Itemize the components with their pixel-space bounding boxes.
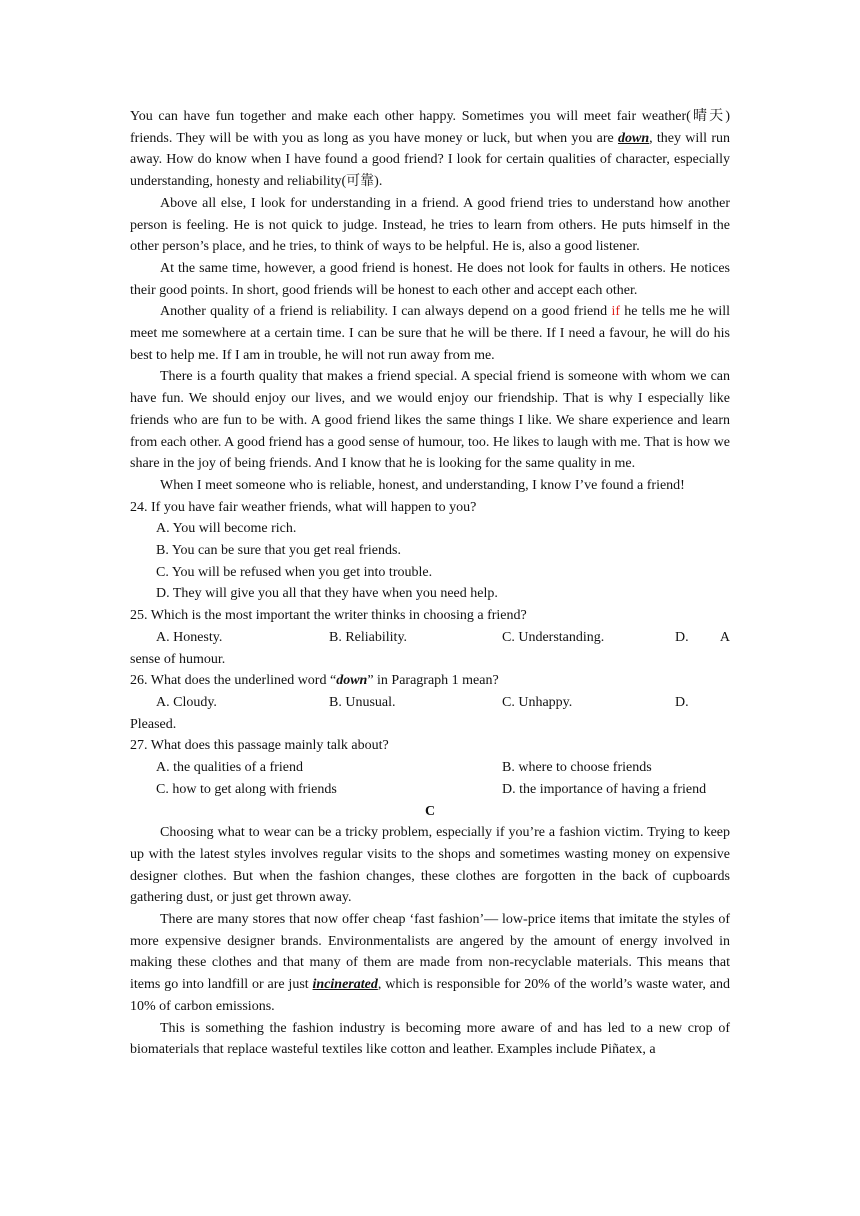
question-24-option-d: D. They will give you all that they have when you need help.: [156, 586, 498, 602]
question-27-option-d: D. the importance of having a friend: [502, 781, 707, 797]
passage-b-paragraph-3: At the same time, however, a good friend is honest. He does not look for faults in others. He notices their good points. In short, good friends will be honest to each other and accept each other.: [130, 260, 730, 298]
question-26-options: [130, 692, 730, 714]
question-25-options: [130, 627, 730, 649]
question-25-option-c: C. Understanding.: [502, 629, 605, 645]
question-27-option-c: C. how to get along with friends: [156, 781, 337, 797]
question-27-option-b: B. where to choose friends: [502, 760, 652, 776]
question-27-options-row-2: [130, 779, 730, 801]
passage-b-paragraph-4: Another quality of a friend is reliability. I can always depend on a good friend if he tells me he will meet me somewhere at a certain time. I can be sure that he will be there. If I need a favour, he will do his best to help me. If I am in trouble, he will not run away from me.: [130, 304, 730, 363]
passage-b-paragraph-6: When I meet someone who is reliable, honest, and understanding, I know I’ve found a friend!: [160, 477, 685, 493]
question-26-stem: 26. What does the underlined word “down” in Paragraph 1 mean?: [130, 673, 499, 689]
quoted-word-down: down: [336, 673, 368, 689]
section-c-paragraph-1: Choosing what to wear can be a tricky problem, especially if you’re a fashion victim. Trying to keep up with the latest styles involves regular visits to the shops and sometimes wasting money on expensive designer clothes. But when the fashion changes, these clothes are forgotten in the back of cupboards gathering dust, or just get thrown away.: [130, 825, 730, 906]
highlighted-word-if: if: [611, 304, 621, 320]
question-27-options-row-1: [130, 757, 730, 779]
question-25-stem: 25. Which is the most important the writer thinks in choosing a friend?: [130, 608, 527, 624]
underlined-word-down: down: [618, 130, 650, 146]
passage-b-paragraph-2: Above all else, I look for understanding in a friend. A good friend tries to understand how another person is feeling. He is not quick to judge. Instead, he tries to learn from others. He puts himself in the other person’s place, and he tries, to think of ways to be helpful. He is, also a good listener.: [130, 195, 730, 255]
question-27-option-a: A. the qualities of a friend: [156, 760, 303, 776]
question-25-option-d-continued: sense of humour.: [130, 651, 226, 667]
question-27-stem: 27. What does this passage mainly talk about?: [130, 738, 389, 754]
document-page: [130, 106, 730, 1061]
section-c-paragraph-3: This is something the fashion industry is becoming more aware of and has led to a new crop of biomaterials that replace wasteful textiles like cotton and leather. Examples include Piñatex, a: [130, 1020, 730, 1058]
question-25-option-b: B. Reliability.: [329, 629, 408, 645]
question-24-option-c: C. You will be refused when you get into trouble.: [156, 564, 433, 580]
underlined-word-incinerated: incinerated: [312, 977, 378, 993]
passage-b-paragraph-1: You can have fun together and make each other happy. Sometimes you will meet fair weather(晴天) friends. They will be with you as long as you have money or luck, but when you are down, they will run away. How do know when I have found a good friend? I look for certain qualities of character, especially understanding, honesty and reliability(可靠).: [130, 109, 731, 190]
section-c-paragraph-2: There are many stores that now offer cheap ‘fast fashion’— low-price items that imitate the styles of more expensive designer brands. Environmentalists are angered by the amount of energy involved in making these clothes and that many of them are made from non-recyclable materials. This means that items go into landfill or are just incinerated, which is responsible for 20% of the world’s waste water, and 10% of carbon emissions.: [130, 912, 730, 1014]
question-25-option-d: D. A: [675, 629, 730, 645]
question-25-option-a: A. Honesty.: [156, 629, 223, 645]
question-24-stem: 24. If you have fair weather friends, what will happen to you?: [130, 499, 477, 515]
question-26-option-d: D.: [675, 694, 689, 710]
question-26-option-a: A. Cloudy.: [156, 694, 217, 710]
passage-b-paragraph-5: There is a fourth quality that makes a friend special. A special friend is someone with whom we can have fun. We should enjoy our lives, and we would enjoy our friendship. That is why I especially like friends who are fun to be with. A good friend likes the same things I like. We share experience and learn from each other. A good friend has a good sense of humour, too. He likes to laugh with me. That is how we share in the joy of being friends. And I know that he is looking for the same quality in me.: [130, 369, 730, 472]
question-26-option-d-continued: Pleased.: [130, 716, 177, 732]
question-24-option-a: A. You will become rich.: [156, 521, 297, 537]
section-c-heading: C: [424, 803, 436, 819]
question-26-option-c: C. Unhappy.: [502, 694, 573, 710]
question-26-option-b: B. Unusual.: [329, 694, 396, 710]
question-24-option-b: B. You can be sure that you get real friends.: [156, 543, 401, 559]
